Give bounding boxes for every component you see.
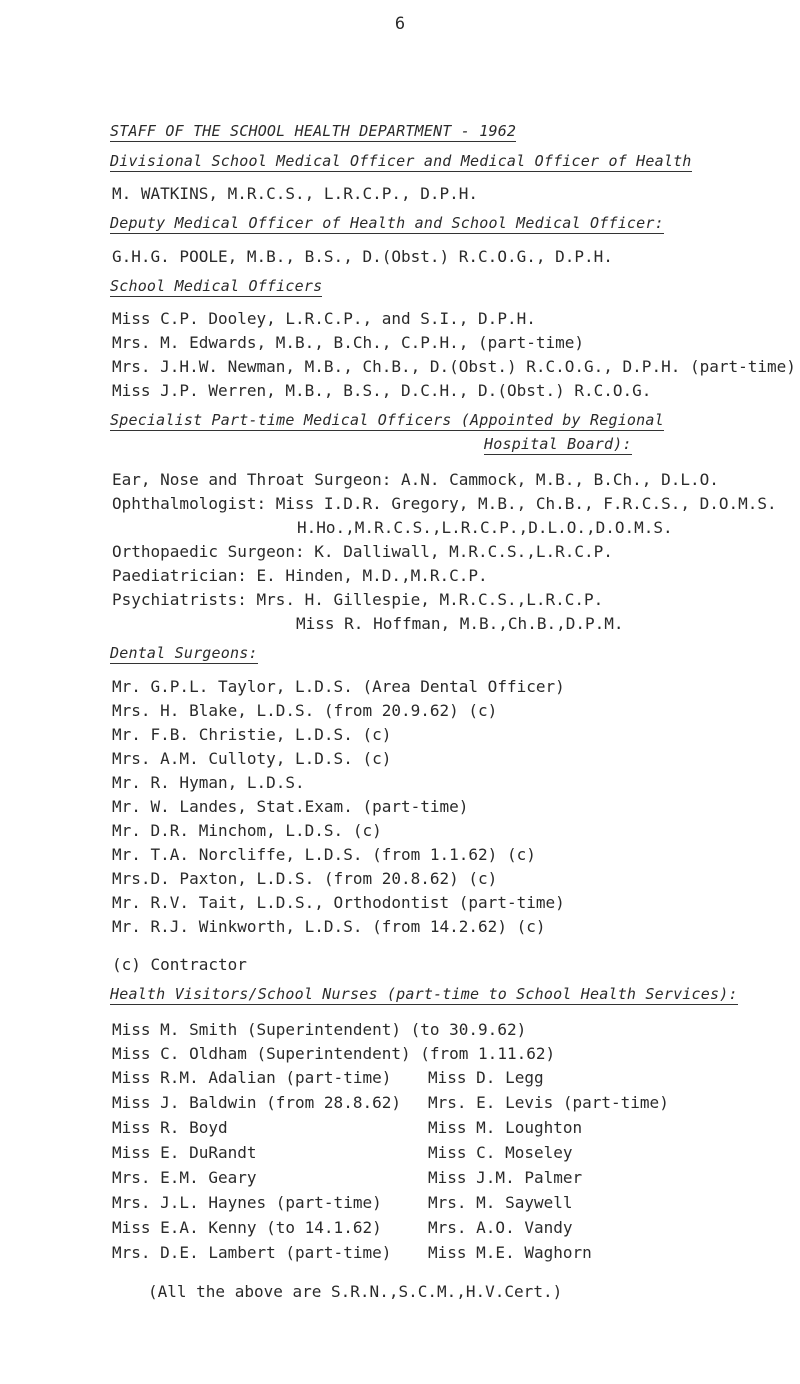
dental-line: Mrs. H. Blake, L.D.S. (from 20.9.62) (c) — [112, 701, 498, 720]
specialist-heading-cont: Hospital Board): — [484, 435, 632, 453]
school-mo-line: Miss C.P. Dooley, L.R.C.P., and S.I., D.P.H. — [112, 309, 536, 328]
deputy-heading: Deputy Medical Officer of Health and School Medical Officer: — [110, 214, 664, 232]
visitor-left: Miss J. Baldwin (from 28.8.62) — [112, 1093, 401, 1112]
visitor-left: Miss R. Boyd — [112, 1118, 228, 1137]
document-title: STAFF OF THE SCHOOL HEALTH DEPARTMENT - 1962 — [110, 122, 517, 140]
dental-line: Mr. T.A. Norcliffe, L.D.S. (from 1.1.62) (c) — [112, 845, 536, 864]
school-mo-line: Miss J.P. Werren, M.B., B.S., D.C.H., D.(Obst.) R.C.O.G. — [112, 381, 652, 400]
dental-heading: Dental Surgeons: — [110, 644, 258, 662]
visitor-right: Mrs. E. Levis (part-time) — [428, 1093, 669, 1112]
visitor-right: Miss D. Legg — [428, 1068, 544, 1087]
specialist-line: Psychiatrists: Mrs. H. Gillespie, M.R.C.S.,L.R.C.P. — [112, 590, 604, 609]
dental-line: Mr. W. Landes, Stat.Exam. (part-time) — [112, 797, 469, 816]
dental-line: Mr. R. Hyman, L.D.S. — [112, 773, 305, 792]
visitor-left: Miss E. DuRandt — [112, 1143, 257, 1162]
deputy-officer: G.H.G. POOLE, M.B., B.S., D.(Obst.) R.C.O.G., D.P.H. — [112, 247, 613, 266]
visitor-right: Miss C. Moseley — [428, 1143, 573, 1162]
visitor-left: Miss R.M. Adalian (part-time) — [112, 1068, 392, 1087]
specialist-line: Miss R. Hoffman, M.B.,Ch.B.,D.P.M. — [296, 614, 624, 633]
dental-line: Mrs.D. Paxton, L.D.S. (from 20.8.62) (c) — [112, 869, 498, 888]
visitors-footer: (All the above are S.R.N.,S.C.M.,H.V.Cert.) — [148, 1282, 563, 1301]
dental-line: Mr. R.V. Tait, L.D.S., Orthodontist (part-time) — [112, 893, 565, 912]
visitor-left: Mrs. E.M. Geary — [112, 1168, 257, 1187]
divisional-heading: Divisional School Medical Officer and Medical Officer of Health — [110, 152, 692, 170]
visitor-right: Mrs. M. Saywell — [428, 1193, 573, 1212]
school-mo-line: Mrs. M. Edwards, M.B., B.Ch., C.P.H., (part-time) — [112, 333, 585, 352]
dental-line: Mr. D.R. Minchom, L.D.S. (c) — [112, 821, 382, 840]
visitor-line: Miss C. Oldham (Superintendent) (from 1.11.62) — [112, 1044, 556, 1063]
visitor-right: Miss J.M. Palmer — [428, 1168, 583, 1187]
visitor-line: Miss M. Smith (Superintendent) (to 30.9.62) — [112, 1020, 527, 1039]
visitor-right: Mrs. A.O. Vandy — [428, 1218, 573, 1237]
dental-line: Mr. R.J. Winkworth, L.D.S. (from 14.2.62) (c) — [112, 917, 546, 936]
dental-line: Mr. G.P.L. Taylor, L.D.S. (Area Dental Officer) — [112, 677, 565, 696]
specialist-line: Paediatrician: E. Hinden, M.D.,M.R.C.P. — [112, 566, 488, 585]
page-number: 6 — [394, 14, 406, 34]
specialist-line: Ophthalmologist: Miss I.D.R. Gregory, M.B., Ch.B., F.R.C.S., D.O.M.S. — [112, 494, 777, 513]
dental-line: Mr. F.B. Christie, L.D.S. (c) — [112, 725, 392, 744]
specialist-heading: Specialist Part-time Medical Officers (Appointed by Regional — [110, 411, 664, 429]
specialist-line: Ear, Nose and Throat Surgeon: A.N. Cammock, M.B., B.Ch., D.L.O. — [112, 470, 719, 489]
visitor-left: Mrs. D.E. Lambert (part-time) — [112, 1243, 392, 1262]
school-mo-heading: School Medical Officers — [110, 277, 323, 295]
visitors-heading: Health Visitors/School Nurses (part-time to School Health Services): — [110, 985, 738, 1003]
contractor-note: (c) Contractor — [112, 955, 247, 974]
school-mo-line: Mrs. J.H.W. Newman, M.B., Ch.B., D.(Obst.) R.C.O.G., D.P.H. (part-time) — [112, 357, 796, 376]
dental-line: Mrs. A.M. Culloty, L.D.S. (c) — [112, 749, 392, 768]
specialist-line: H.Ho.,M.R.C.S.,L.R.C.P.,D.L.O.,D.O.M.S. — [297, 518, 673, 537]
visitor-right: Miss M.E. Waghorn — [428, 1243, 592, 1262]
visitor-left: Miss E.A. Kenny (to 14.1.62) — [112, 1218, 382, 1237]
specialist-line: Orthopaedic Surgeon: K. Dalliwall, M.R.C.S.,L.R.C.P. — [112, 542, 613, 561]
visitor-left: Mrs. J.L. Haynes (part-time) — [112, 1193, 382, 1212]
divisional-officer: M. WATKINS, M.R.C.S., L.R.C.P., D.P.H. — [112, 184, 479, 203]
visitor-right: Miss M. Loughton — [428, 1118, 583, 1137]
